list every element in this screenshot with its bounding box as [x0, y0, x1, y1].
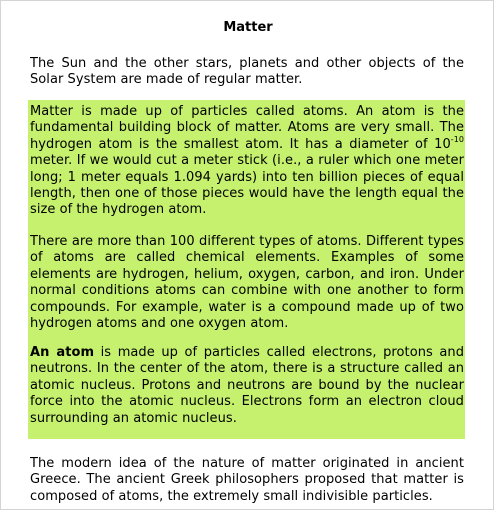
atom-structure-paragraph [30, 345, 464, 427]
intro-paragraph: The Sun and the other stars, planets and other objects of the Solar System are made of regular matter. [30, 56, 464, 88]
page-title: Matter [223, 20, 273, 35]
atoms-text-end: meter. If we would cut a meter stick (i.e., a ruler which one meter long; 1 meter equals 1.094 yards) into ten billion pieces of equal length, then one of those pieces would have the length equal the size of the hydrogen atom. [30, 153, 464, 218]
atoms-paragraph [30, 104, 464, 219]
bold-lead: An atom [30, 345, 95, 360]
diameter-exponent: -10 [450, 134, 464, 144]
atoms-text-start: Matter is made up of particles called atoms. An atom is the fundamental building block of matter. Atoms are very small. The hydrogen atom is the smallest atom. It has a diameter of 10 [30, 104, 464, 152]
elements-paragraph: There are more than 100 different types of atoms. Different types of atoms are called chemical elements. Examples of some elements are hydrogen, helium, oxygen, carbon, and iron. Under normal conditions atoms can combine with one another to form compounds. For example, water is a compound made up of two hydrogen atoms and one oxygen atom. [30, 234, 464, 332]
history-paragraph: The modern idea of the nature of matter originated in ancient Greece. The ancient Greek philosophers proposed that matter is composed of atoms, the extremely small indivisible particles. [30, 456, 464, 504]
atom-structure-text: is made up of particles called electrons, protons and neutrons. In the center of the atom, there is a structure called an atomic nucleus. Protons and neutrons are bound by the nuclear force into the atomic nucleus. Electrons form an electron cloud surrounding an atomic nucleus. [30, 345, 464, 426]
